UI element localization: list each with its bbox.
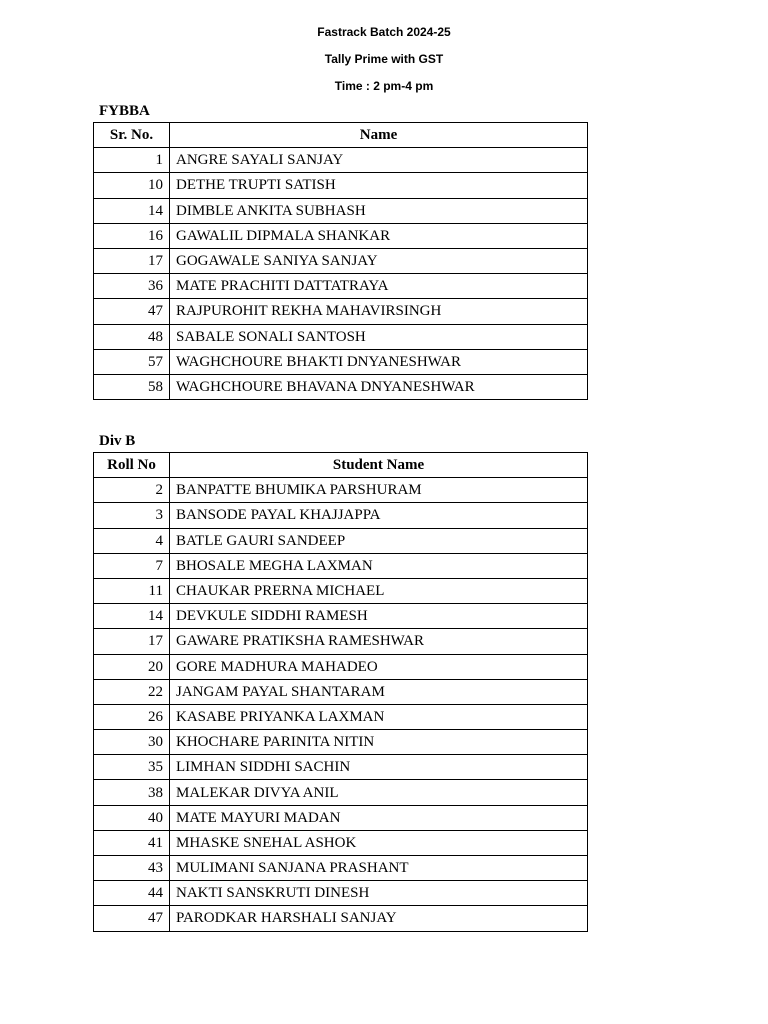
row-number: 58	[94, 374, 170, 399]
row-number: 17	[94, 629, 170, 654]
table-row	[94, 553, 588, 578]
row-student-name: JANGAM PAYAL SHANTARAM	[170, 679, 588, 704]
row-number: 57	[94, 349, 170, 374]
row-student-name: BATLE GAURI SANDEEP	[170, 528, 588, 553]
table-row	[94, 604, 588, 629]
row-number: 14	[94, 604, 170, 629]
table-row	[94, 881, 588, 906]
row-student-name: DIMBLE ANKITA SUBHASH	[170, 198, 588, 223]
row-student-name: MATE MAYURI MADAN	[170, 805, 588, 830]
row-number: 41	[94, 830, 170, 855]
row-student-name: DEVKULE SIDDHI RAMESH	[170, 604, 588, 629]
table-row	[94, 629, 588, 654]
table-row	[94, 578, 588, 603]
row-student-name: KHOCHARE PARINITA NITIN	[170, 730, 588, 755]
row-student-name: WAGHCHOURE BHAKTI DNYANESHWAR	[170, 349, 588, 374]
table-row	[94, 805, 588, 830]
table-row	[94, 679, 588, 704]
row-number: 40	[94, 805, 170, 830]
row-number: 38	[94, 780, 170, 805]
row-number: 7	[94, 553, 170, 578]
column-header-name: Student Name	[170, 453, 588, 478]
table-row	[94, 906, 588, 931]
table-row	[94, 274, 588, 299]
table-row	[94, 755, 588, 780]
row-student-name: GAWARE PRATIKSHA RAMESHWAR	[170, 629, 588, 654]
table-row	[94, 223, 588, 248]
row-student-name: CHAUKAR PRERNA MICHAEL	[170, 578, 588, 603]
row-student-name: KASABE PRIYANKA LAXMAN	[170, 704, 588, 729]
table-row	[94, 173, 588, 198]
row-student-name: GORE MADHURA MAHADEO	[170, 654, 588, 679]
table-row	[94, 349, 588, 374]
row-number: 11	[94, 578, 170, 603]
column-header-name: Name	[170, 123, 588, 148]
row-number: 14	[94, 198, 170, 223]
table-row	[94, 528, 588, 553]
row-student-name: MATE PRACHITI DATTATRAYA	[170, 274, 588, 299]
row-student-name: NAKTI SANSKRUTI DINESH	[170, 881, 588, 906]
row-student-name: LIMHAN SIDDHI SACHIN	[170, 755, 588, 780]
row-number: 47	[94, 906, 170, 931]
row-number: 47	[94, 299, 170, 324]
row-number: 16	[94, 223, 170, 248]
table-row	[94, 478, 588, 503]
row-student-name: GOGAWALE SANIYA SANJAY	[170, 248, 588, 273]
section-title-fybba: FYBBA	[99, 103, 150, 119]
table-row	[94, 299, 588, 324]
row-student-name: WAGHCHOURE BHAVANA DNYANESHWAR	[170, 374, 588, 399]
row-number: 36	[94, 274, 170, 299]
row-student-name: PARODKAR HARSHALI SANJAY	[170, 906, 588, 931]
table-row	[94, 704, 588, 729]
divb-table	[93, 452, 588, 932]
table-row	[94, 374, 588, 399]
course-title: Tally Prime with GST	[324, 52, 444, 66]
document-title: Fastrack Batch 2024-25	[317, 25, 451, 39]
time-line: Time : 2 pm-4 pm	[334, 79, 434, 93]
section-title-divb: Div B	[99, 433, 136, 449]
table-header-row	[94, 453, 588, 478]
row-number: 44	[94, 881, 170, 906]
row-number: 26	[94, 704, 170, 729]
table-row	[94, 654, 588, 679]
row-number: 10	[94, 173, 170, 198]
row-student-name: SABALE SONALI SANTOSH	[170, 324, 588, 349]
table-row	[94, 248, 588, 273]
column-header-number: Roll No	[94, 453, 170, 478]
row-number: 20	[94, 654, 170, 679]
table-row	[94, 324, 588, 349]
row-number: 35	[94, 755, 170, 780]
row-number: 2	[94, 478, 170, 503]
table-row	[94, 730, 588, 755]
row-student-name: BHOSALE MEGHA LAXMAN	[170, 553, 588, 578]
column-header-number: Sr. No.	[94, 123, 170, 148]
row-number: 1	[94, 148, 170, 173]
table-row	[94, 503, 588, 528]
row-number: 22	[94, 679, 170, 704]
row-number: 48	[94, 324, 170, 349]
row-student-name: GAWALIL DIPMALA SHANKAR	[170, 223, 588, 248]
row-student-name: MULIMANI SANJANA PRASHANT	[170, 856, 588, 881]
row-student-name: BANPATTE BHUMIKA PARSHURAM	[170, 478, 588, 503]
row-student-name: BANSODE PAYAL KHAJJAPPA	[170, 503, 588, 528]
fybba-table	[93, 122, 588, 400]
row-number: 3	[94, 503, 170, 528]
row-number: 4	[94, 528, 170, 553]
row-student-name: RAJPUROHIT REKHA MAHAVIRSINGH	[170, 299, 588, 324]
table-row	[94, 830, 588, 855]
table-row	[94, 856, 588, 881]
table-row	[94, 148, 588, 173]
table-row	[94, 780, 588, 805]
row-number: 43	[94, 856, 170, 881]
row-student-name: DETHE TRUPTI SATISH	[170, 173, 588, 198]
row-number: 17	[94, 248, 170, 273]
table-header-row	[94, 123, 588, 148]
row-student-name: MHASKE SNEHAL ASHOK	[170, 830, 588, 855]
table-row	[94, 198, 588, 223]
row-student-name: ANGRE SAYALI SANJAY	[170, 148, 588, 173]
row-number: 30	[94, 730, 170, 755]
row-student-name: MALEKAR DIVYA ANIL	[170, 780, 588, 805]
